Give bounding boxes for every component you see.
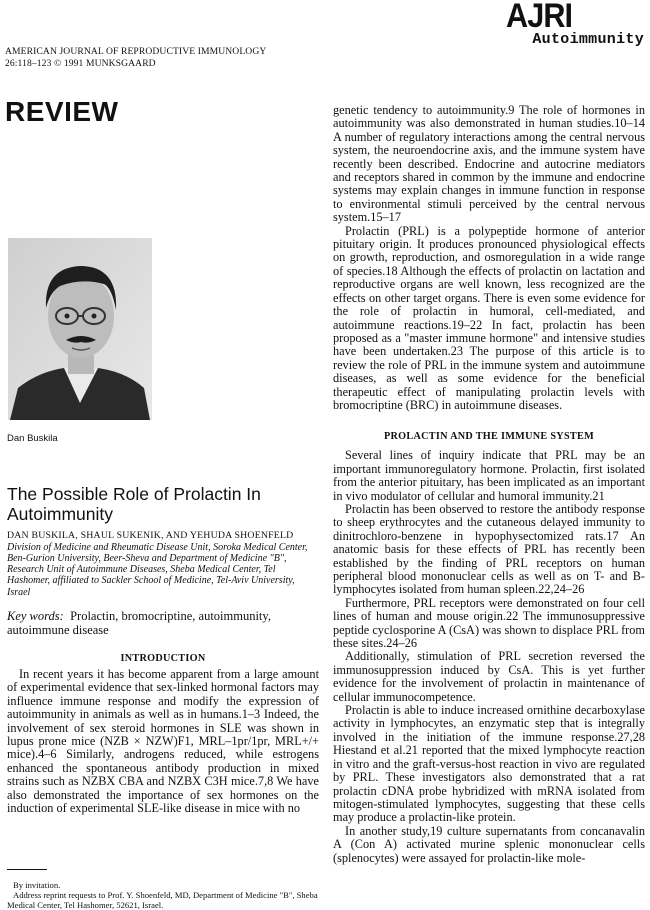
body-paragraph: Furthermore, PRL receptors were demonstrated on four cell lines of human and mouse origin.22 The immunosuppressive peptide cyclosporine A (CsA) was shown to displace PRL from these sites.24–26	[333, 595, 645, 651]
logo-sub-text: Autoimmunity	[532, 31, 644, 48]
journal-volume: 26:118–123 © 1991 MUNKSGAARD	[5, 57, 156, 69]
journal-citation	[5, 46, 266, 69]
footnote	[7, 880, 322, 910]
footnote-line: Address reprint requests to Prof. Y. Shoenfeld, MD, Department of Medicine "B", Sheba Medical Center, Tel Hashomer, 52621, Israel.	[7, 890, 318, 910]
author-affiliation: Division of Medicine and Rheumatic Disease Unit, Soroka Medical Center, Ben-Gurion University, Beer-Sheva and Department of Medicine "B", Research Unit of Autoimmune Diseases, Sheba Medical Center, Tel Hashomer, affiliated to Sackler School of Medicine, Tel-Aviv University, Israel	[7, 541, 308, 598]
journal-name: AMERICAN JOURNAL OF REPRODUCTIVE IMMUNOLOGY	[5, 46, 267, 57]
author-block	[7, 530, 317, 598]
logo-main-text: AJRI	[506, 0, 573, 35]
keywords-label: Key words:	[7, 609, 64, 623]
footnote-divider	[7, 869, 47, 870]
keywords	[7, 609, 319, 637]
author-portrait	[8, 238, 152, 420]
section-heading-introduction: INTRODUCTION	[120, 653, 206, 664]
article-type: REVIEW	[5, 96, 119, 127]
footnote-line: By invitation.	[13, 880, 61, 890]
portrait-caption: Dan Buskila	[7, 433, 58, 444]
body-paragraph: Prolactin is able to induce increased ornithine decarboxylase activity in lymphocytes, an enzymatic step that is integrally involved in the initiation of the immune response.27,28 Hiestand et al.21 reported that the mixed lymphocyte reaction in vitro and the graft-versus-host reaction in vivo are regulated by PRL. These investigators also demonstrated that a rat prolactin cDNA probe hybridized with mRNA isolated from mitogen-stimulated lymphocytes, suggesting that these cells may produce a prolactin-like protein.	[333, 703, 645, 825]
body-paragraph: Prolactin (PRL) is a polypeptide hormone of anterior pituitary origin. It produces pronounced physiological effects on growth, reproduction, and osmoregulation in a wide range of species.18 Although the effects of prolactin on lactation and reproductive organs are well known, less recognized are the effects on other target organs. There is even some evidence for the role of prolactin in humoral, cell-mediated, and autoimmune reactions.19–22 In fact, prolactin has been proposed as a "master immune hormone" and intensive studies have been undertaken.23 The purpose of this article is to review the role of PRL in the immune system and autoimmune diseases, as well as some evidence for the beneficial therapeutic effect of manipulating prolactin levels with bromocriptine (BRC) in autoimmune diseases.	[333, 223, 645, 412]
body-paragraph: genetic tendency to autoimmunity.9 The role of hormones in autoimmunity was also demonstrated in human studies.10–14 A number of regulatory interactions among the central nervous system, the neuroendocrine axis, and the immune system have recently been described. Endocrine and autocrine mediators and receptors shared in common by the immune and endocrine systems may explain changes in immune function in response to environmental stimuli perceived by the central nervous system.15–17	[333, 103, 645, 225]
keywords-text: Prolactin, bromocriptine, autoimmunity, autoimmune disease	[7, 609, 271, 637]
body-paragraph: Several lines of inquiry indicate that PRL may be an important immunoregulatory hormone. Prolactin, first isolated from the anterior pituitary, has been implicated as an important in vivo modulator of cellular and humoral immunity.21	[333, 448, 645, 503]
journal-logo	[500, 0, 650, 52]
body-paragraph: In another study,19 culture supernatants from concanavalin A (Con A) activated murine splenic mononuclear cells (splenocytes) were assayed for prolactin-like mole-	[333, 823, 645, 865]
right-column	[333, 104, 645, 865]
body-paragraph: Prolactin has been observed to restore the antibody response to sheep erythrocytes and the cutaneous delayed immunity to dinitrochloro-benzene in hypophysectomized rats.17 An anatomic basis for these effects of PRL has recently been established by the finding of PRL receptors on human peripheral blood mononuclear cells as well as on T- and B-lymphocytes isolated from human spleen.22,24–26	[333, 501, 645, 597]
section-heading-prolactin: PROLACTIN AND THE IMMUNE SYSTEM	[383, 431, 595, 443]
article-title: The Possible Role of Prolactin In Autoimmunity	[7, 484, 261, 524]
body-paragraph: Additionally, stimulation of PRL secretion reversed the immunosuppression induced by CsA. This is yet further evidence for the involvement of prolactin in maintenance of cellular immunocompetence.	[333, 649, 645, 704]
author-names: DAN BUSKILA, SHAUL SUKENIK, AND YEHUDA SHOENFELD	[7, 530, 294, 541]
introduction-paragraph: In recent years it has become apparent from a large amount of experimental evidence that sex-linked hormonal factors may influence immune response and modify the expression of autoimmunity in animals as well as in humans.1–3 Indeed, the involvement of sex steroid hormones in SLE was shown in lupus prone mice (NZB × NZW)F1, MRL–1pr/1pr, MRL+/+ mice).4–6 Similarly, androgens reduced, while estrogens enhanced the spontaneous antibody production in mixed strains such as NZBX CBA and NZBX C3H mice.7,8 We have also demonstrated the importance of sex hormones on the induction of experimental SLE-like disease in mice with no	[7, 667, 319, 816]
